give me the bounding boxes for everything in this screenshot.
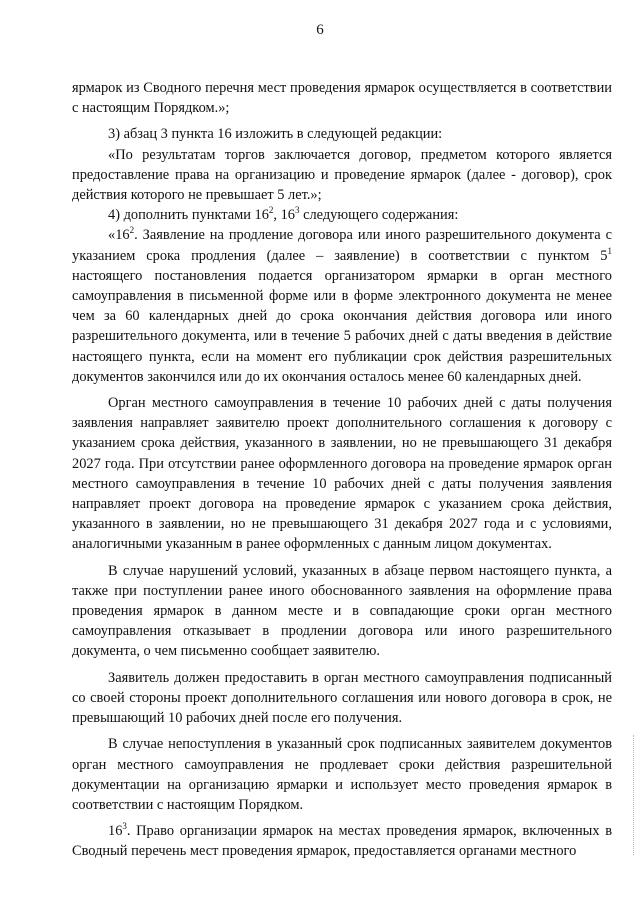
item-4-text-mid: , 16 xyxy=(273,207,295,224)
paragraph-continuation: ярмарок из Сводного перечня мест проведения ярмарок осуществляется в соответствии с настоящим Порядком.»; xyxy=(72,80,612,117)
item-4-sup-2: 3 xyxy=(294,205,300,216)
p16-2-text-1: . Заявление на продление договора или иного разрешительного документа с указанием срока продления (далее – заявление) в соответствии с пунктом 5 xyxy=(72,227,612,264)
p16-2-pre: «16 xyxy=(108,227,130,244)
p16-3-pre: 16 xyxy=(108,823,123,840)
paragraph-refusal-conditions: В случае нарушений условий, указанных в абзаце первом настоящего пункта, а также при поступлении ранее иного обоснованного заявления на оформление права проведения ярмарок в данном месте и в совпадающие сроки орган местного самоуправления отказывает в продлении договора или иного разрешительного документа, о чем письменно сообщает заявителю. xyxy=(72,562,612,660)
item-4-sup-1: 2 xyxy=(268,205,274,216)
paragraph-authority-response: Орган местного самоуправления в течение 10 рабочих дней с даты получения заявления направляет заявителю проект дополнительного соглашения к договору с указанием срока действия, указанного в заявлении, но не превышающего 31 декабря 2027 года. При отсутствии ранее оформленного договора на проведение ярмарок орган местного самоуправления в течение 10 рабочих дней с даты получения заявления направляет проект договора на проведение ярмарок с указанием срока действия, указанного в заявлении, но не превышающего 31 декабря 2027 года и с условиями, аналогичными указанным в ранее оформленных с данным лицом документах. xyxy=(72,395,612,553)
paragraph-16-2 xyxy=(72,225,612,387)
paragraph-item-3: 3) абзац 3 пункта 16 изложить в следующей редакции: xyxy=(108,126,443,143)
paragraph-16-3 xyxy=(72,821,612,861)
p16-2-text-2: настоящего постановления подается организатором ярмарки в орган местного самоуправления в письменной форме или в форме электронного документа не менее чем за 60 календарных дней до срока окончания действия договора или иного разрешительного документа, или в течение 5 рабочих дней с даты введения в действие настоящего пункта, если на момент его публикации срок действия разрешительных документов закончился или до их окончания осталось менее 60 календарных дней. xyxy=(72,267,612,385)
page-number: 6 xyxy=(316,22,324,38)
paragraph-quote-16: «По результатам торгов заключается договор, предметом которого является предоставление права на организацию и проведение ярмарок (далее - договор), срок действия которого не превышает 5 лет.»; xyxy=(72,146,612,204)
p16-3-text: . Право организации ярмарок на местах проведения ярмарок, включенных в Сводный перечень мест проведения ярмарок, предоставляется органами местного xyxy=(72,823,612,860)
paragraph-applicant-duty: Заявитель должен предоставить в орган местного самоуправления подписанный со своей стороны проект дополнительного соглашения или нового договора в срок, не превышающий 10 рабочих дней после его получения. xyxy=(72,669,612,727)
p16-3-sup: 3 xyxy=(122,821,127,832)
p16-2-sup: 2 xyxy=(129,225,135,236)
scan-margin-mark xyxy=(633,735,638,855)
paragraph-item-4 xyxy=(72,205,612,225)
document-body xyxy=(72,78,612,862)
p16-2-sup-ref: 1 xyxy=(607,245,612,256)
paragraph-non-receipt: В случае непоступления в указанный срок подписанных заявителем документов орган местного самоуправления не продлевает сроки действия разрешительной документации на организацию ярмарки и использует место проведения ярмарок в соответствии с настоящим Порядком. xyxy=(72,736,612,813)
item-4-text-post: следующего содержания: xyxy=(299,207,459,224)
item-4-text-pre: 4) дополнить пунктами 16 xyxy=(108,207,269,224)
